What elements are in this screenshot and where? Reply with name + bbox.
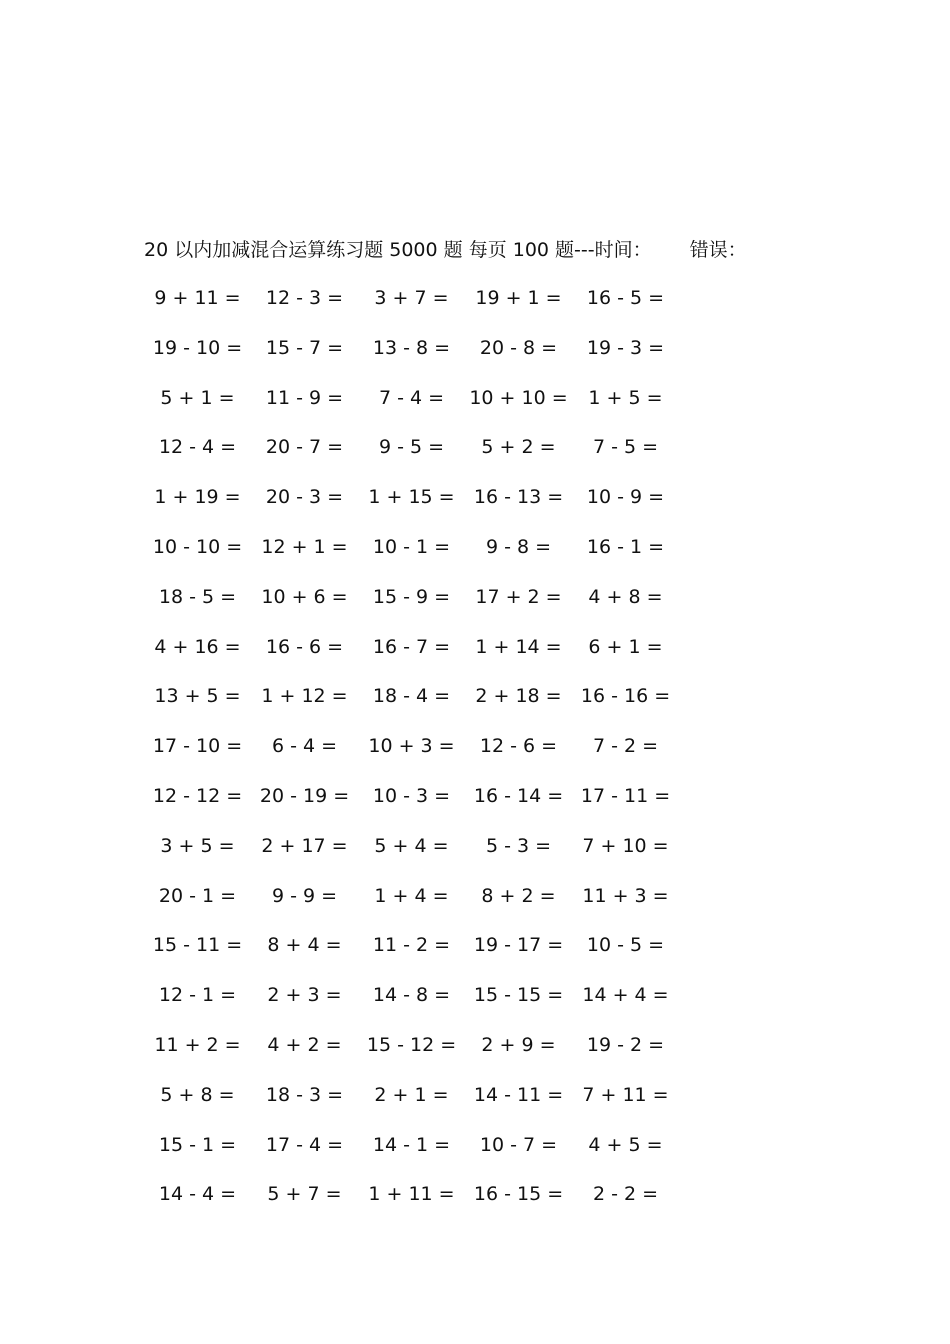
problem-row bbox=[144, 433, 704, 483]
problem-item: 10 + 10 = bbox=[469, 386, 568, 409]
problem-item: 6 + 1 = bbox=[588, 635, 663, 658]
problem-item: 13 - 8 = bbox=[372, 336, 451, 359]
problem-item: 20 - 1 = bbox=[158, 884, 237, 907]
problem-item: 20 - 3 = bbox=[265, 486, 344, 509]
problem-item: 5 + 2 = bbox=[481, 436, 556, 459]
problem-item: 4 + 8 = bbox=[588, 585, 663, 608]
problem-row bbox=[144, 483, 704, 533]
problem-item: 9 - 9 = bbox=[271, 884, 338, 907]
problem-row bbox=[144, 682, 704, 732]
problem-item: 12 + 1 = bbox=[261, 535, 348, 558]
problem-item: 6 - 4 = bbox=[271, 735, 338, 758]
problem-item: 5 + 1 = bbox=[160, 386, 235, 409]
problem-item: 20 - 7 = bbox=[265, 436, 344, 459]
problem-item: 17 + 2 = bbox=[475, 585, 562, 608]
problem-row bbox=[144, 583, 704, 633]
problem-item: 18 - 4 = bbox=[372, 685, 451, 708]
problem-item: 8 + 4 = bbox=[267, 934, 342, 957]
problem-item: 19 - 3 = bbox=[586, 336, 665, 359]
problem-item: 14 - 1 = bbox=[372, 1133, 451, 1156]
problem-item: 15 - 12 = bbox=[366, 1033, 457, 1056]
problem-item: 1 + 11 = bbox=[368, 1183, 455, 1206]
problem-item: 13 + 5 = bbox=[154, 685, 241, 708]
problem-item: 11 - 2 = bbox=[372, 934, 451, 957]
problem-item: 10 - 9 = bbox=[586, 486, 665, 509]
problem-item: 19 - 17 = bbox=[473, 934, 564, 957]
problem-item: 16 - 15 = bbox=[473, 1183, 564, 1206]
problem-item: 1 + 5 = bbox=[588, 386, 663, 409]
problem-item: 14 - 11 = bbox=[473, 1083, 564, 1106]
problem-item: 10 - 7 = bbox=[479, 1133, 558, 1156]
problem-item: 16 - 13 = bbox=[473, 486, 564, 509]
problem-row bbox=[144, 633, 704, 683]
problem-item: 4 + 2 = bbox=[267, 1033, 342, 1056]
problem-item: 1 + 19 = bbox=[154, 486, 241, 509]
problem-row bbox=[144, 284, 704, 334]
problem-item: 16 - 7 = bbox=[372, 635, 451, 658]
problem-item: 16 - 6 = bbox=[265, 635, 344, 658]
error-label: 错误： bbox=[689, 239, 747, 261]
problem-item: 18 - 3 = bbox=[265, 1083, 344, 1106]
problem-item: 16 - 1 = bbox=[586, 535, 665, 558]
problem-row bbox=[144, 334, 704, 384]
problem-item: 1 + 14 = bbox=[475, 635, 562, 658]
problem-row bbox=[144, 1031, 704, 1081]
problem-item: 3 + 7 = bbox=[374, 287, 449, 309]
problem-item: 1 + 4 = bbox=[374, 884, 449, 907]
problem-item: 19 + 1 = bbox=[475, 287, 562, 309]
problem-item: 10 + 6 = bbox=[261, 585, 348, 608]
problem-item: 14 - 8 = bbox=[372, 984, 451, 1007]
problem-item: 7 - 5 = bbox=[592, 436, 659, 459]
problem-item: 4 + 16 = bbox=[154, 635, 241, 658]
problem-row bbox=[144, 832, 704, 882]
problem-item: 1 + 15 = bbox=[368, 486, 455, 509]
problem-item: 12 - 4 = bbox=[158, 436, 237, 459]
problem-item: 8 + 2 = bbox=[481, 884, 556, 907]
problem-item: 12 - 1 = bbox=[158, 984, 237, 1007]
problem-item: 2 + 1 = bbox=[374, 1083, 449, 1106]
problem-item: 17 - 4 = bbox=[265, 1133, 344, 1156]
problem-item: 11 + 3 = bbox=[582, 884, 669, 907]
problem-item: 11 + 2 = bbox=[154, 1033, 241, 1056]
problem-item: 2 + 17 = bbox=[261, 834, 348, 857]
problem-item: 20 - 8 = bbox=[479, 336, 558, 359]
problem-item: 16 - 14 = bbox=[473, 784, 564, 807]
problem-item: 5 - 3 = bbox=[485, 834, 552, 857]
problem-item: 17 - 10 = bbox=[152, 735, 243, 758]
problem-item: 3 + 5 = bbox=[160, 834, 235, 857]
worksheet-header bbox=[144, 235, 784, 265]
problem-row bbox=[144, 533, 704, 583]
problem-item: 15 - 15 = bbox=[473, 984, 564, 1007]
problem-item: 15 - 11 = bbox=[152, 934, 243, 957]
problem-item: 5 + 7 = bbox=[267, 1183, 342, 1206]
worksheet-title: 20 以内加减混合运算练习题 5000 题 每页 100 题---时间： bbox=[144, 239, 652, 261]
problem-item: 9 - 8 = bbox=[485, 535, 552, 558]
problem-row bbox=[144, 1180, 704, 1230]
problem-item: 15 - 7 = bbox=[265, 336, 344, 359]
problem-item: 5 + 8 = bbox=[160, 1083, 235, 1106]
problem-row bbox=[144, 931, 704, 981]
problem-row bbox=[144, 1081, 704, 1131]
problem-row bbox=[144, 1131, 704, 1181]
problem-item: 18 - 5 = bbox=[158, 585, 237, 608]
problem-row bbox=[144, 782, 704, 832]
problem-item: 9 - 5 = bbox=[378, 436, 445, 459]
problem-item: 2 + 9 = bbox=[481, 1033, 556, 1056]
problem-item: 7 - 4 = bbox=[378, 386, 445, 409]
problem-item: 15 - 1 = bbox=[158, 1133, 237, 1156]
problem-row bbox=[144, 882, 704, 932]
problem-item: 14 - 4 = bbox=[158, 1183, 237, 1206]
problem-item: 14 + 4 = bbox=[582, 984, 669, 1007]
problem-item: 4 + 5 = bbox=[588, 1133, 663, 1156]
problem-item: 2 + 18 = bbox=[475, 685, 562, 708]
problem-item: 16 - 16 = bbox=[580, 685, 671, 708]
problem-row bbox=[144, 732, 704, 782]
problem-item: 15 - 9 = bbox=[372, 585, 451, 608]
problem-item: 20 - 19 = bbox=[259, 784, 350, 807]
problem-item: 10 - 5 = bbox=[586, 934, 665, 957]
problem-item: 10 + 3 = bbox=[368, 735, 455, 758]
problem-item: 12 - 12 = bbox=[152, 784, 243, 807]
problem-item: 7 + 10 = bbox=[582, 834, 669, 857]
problem-row bbox=[144, 384, 704, 434]
problem-item: 16 - 5 = bbox=[586, 287, 665, 309]
problem-item: 10 - 10 = bbox=[152, 535, 243, 558]
problem-item: 5 + 4 = bbox=[374, 834, 449, 857]
problem-item: 12 - 3 = bbox=[265, 287, 344, 309]
problem-grid bbox=[144, 284, 704, 1230]
problem-item: 9 + 11 = bbox=[154, 287, 241, 309]
problem-item: 7 + 11 = bbox=[582, 1083, 669, 1106]
problem-item: 10 - 3 = bbox=[372, 784, 451, 807]
problem-item: 7 - 2 = bbox=[592, 735, 659, 758]
problem-row bbox=[144, 981, 704, 1031]
problem-item: 17 - 11 = bbox=[580, 784, 671, 807]
problem-item: 19 - 10 = bbox=[152, 336, 243, 359]
problem-item: 10 - 1 = bbox=[372, 535, 451, 558]
problem-item: 1 + 12 = bbox=[261, 685, 348, 708]
problem-item: 12 - 6 = bbox=[479, 735, 558, 758]
problem-item: 11 - 9 = bbox=[265, 386, 344, 409]
problem-item: 2 - 2 = bbox=[592, 1183, 659, 1206]
problem-item: 2 + 3 = bbox=[267, 984, 342, 1007]
problem-item: 19 - 2 = bbox=[586, 1033, 665, 1056]
